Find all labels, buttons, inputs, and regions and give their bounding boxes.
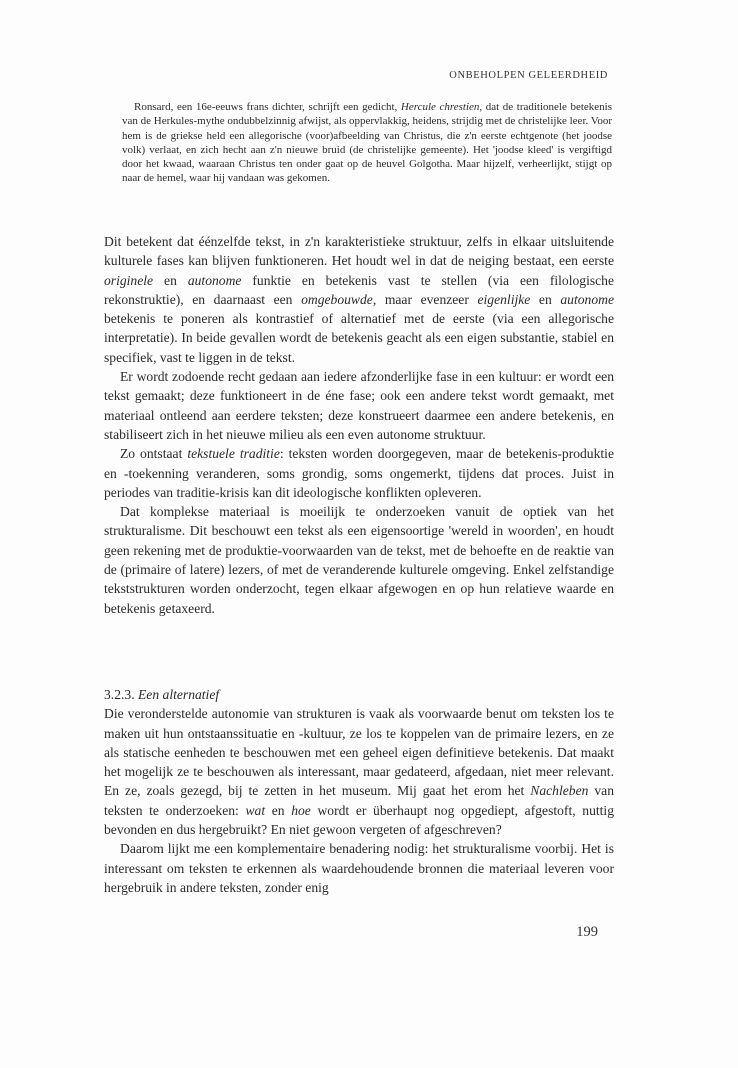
section-3-2-3 — [104, 685, 614, 897]
emphasis: eigenlijke — [477, 291, 531, 307]
emphasis: wat — [245, 802, 266, 818]
quote-text-rest: , dat de traditionele betekenis van de Herkules-mythe ondubbelzinnig afwijst, als oppervlakkig, heidens, strijdig met de christelijke leer. Voor hem is de griekse held een allegorische (voor)afbeelding van Christus, die z'n eerste echtgenote (het joodse volk) verlaat, en zich hecht aan z'n nieuwe bruid (de christelijke gemeente). Het 'joodse kleed' is vergiftigd door het kwaad, waaraan Christus ten onder gaat op de heuvel Golgotha. Maar hijzelf, verheerlijkt, stijgt op naar de hemel, waar hij vandaan was gekomen. — [122, 101, 612, 185]
emphasis: tekstuele traditie — [187, 446, 280, 462]
text-run: Dit betekent dat éénzelfde tekst, in z'n karakteristieke struktuur, zelfs in elkaar uitsluitende kulturele fases kan blijven funktioneren. Het houdt wel in dat de neiging bestaat, een eerste — [104, 234, 614, 269]
text-run: funktie en betekenis vast te stellen (via een filologische rekonstruktie), en daarnaast een — [104, 272, 614, 307]
emphasis: hoe — [291, 802, 311, 818]
text-run: Die veronderstelde autonomie van strukturen is vaak als voorwaarde benut om teksten los te maken uit hun ontstaanssituatie en -kultuur, ze los te koppelen van de primaire lezers, en ze als statische eenheden te beschouwen met een geheel eigen definitieve betekenis. Dat maakt het mogelijk ze te beschouwen als interessant, maar gedateerd, afgedaan, niet meer relevant. En ze, zoals gezegd, bij te zetten in het museum. Mij gaat het erom het — [104, 706, 614, 799]
emphasis: autonome — [560, 291, 614, 307]
emphasis: Nachleben — [530, 783, 589, 799]
quote-text-start: Ronsard, een 16e-eeuws frans dichter, schrijft een gedicht, — [134, 101, 401, 113]
text-run: en — [530, 291, 561, 307]
paragraph-3 — [104, 444, 614, 502]
text-run: van teksten te onderzoeken: — [104, 783, 614, 818]
text-run: : teksten worden doorgegeven, maar de betekenis-produktie en -toekenning veranderen, soms grondig, soms ongemerkt, tijdens dat proces. Juist in periodes van traditie-krisis kan dit ideologische konflikten opleveren. — [104, 446, 614, 500]
text-run: Zo ontstaat — [120, 446, 188, 462]
emphasis: originele — [104, 272, 154, 288]
text-run: , maar evenzeer — [372, 291, 478, 307]
text-run: wordt er überhaupt nog opgediept, afgestoft, nuttig bevonden en dus hergebruikt? En niet gewoon vergeten of afgeschreven? — [104, 802, 614, 838]
section-heading — [104, 685, 614, 704]
section-title: Een alternatief — [137, 687, 220, 702]
paragraph-5 — [104, 704, 614, 839]
paragraph-4: Dat komplekse materiaal is moeilijk te onderzoeken vanuit de optiek van het strukturalisme. Dit beschouwt een tekst als een eigensoortige 'wereld in woorden', en houdt geen rekening met de produktie-voorwaarden van de tekst, met de behoefte en de reaktie van de (primaire of latere) lezers, of met de veranderende kulturele omgeving. Enkel zelfstandige tekststrukturen worden onderzocht, tegen elkaar afgewogen en op hun relatieve waarde en betekenis getaxeerd. — [104, 504, 614, 616]
text-run: en — [153, 272, 188, 288]
text-run: en — [265, 802, 292, 818]
paragraph-2: Er wordt zodoende recht gedaan aan iedere afzonderlijke fase in een kultuur: er wordt een tekst gemaakt; deze funktioneert in de éne fase; ook een andere tekst wordt gemaakt, met materiaal ontleend aan eerdere teksten; deze konstrueert daarmee een andere betekenis, en stabiliseert zich in het nieuwe milieu als een even autonome struktuur. — [104, 369, 614, 442]
paragraph-6: Daarom lijkt me een komplementaire benadering nodig: het strukturalisme voorbij. Het is interessant om teksten te erkennen als waardehoudende bronnen die materiaal leveren voor hergebruik in andere teksten, zonder enig — [104, 841, 614, 895]
emphasis: omgebouwde — [301, 291, 373, 307]
block-quote — [122, 100, 612, 186]
text-run: betekenis te poneren als kontrastief of alternatief met de eerste (via een allegorische interpretatie). In beide gevallen wordt de betekenis geacht als een eigen substantie, stabiel en specifiek, vast te liggen in de tekst. — [104, 311, 614, 365]
section-number: 3.2.3. — [104, 687, 138, 702]
main-text — [104, 232, 614, 618]
page-number: 199 — [576, 924, 598, 940]
emphasis: autonome — [187, 272, 242, 288]
quote-poem-title: Hercule chrestien — [400, 101, 480, 113]
paragraph-1 — [104, 232, 614, 367]
running-title: ONBEHOLPEN GELEERDHEID — [449, 70, 608, 81]
